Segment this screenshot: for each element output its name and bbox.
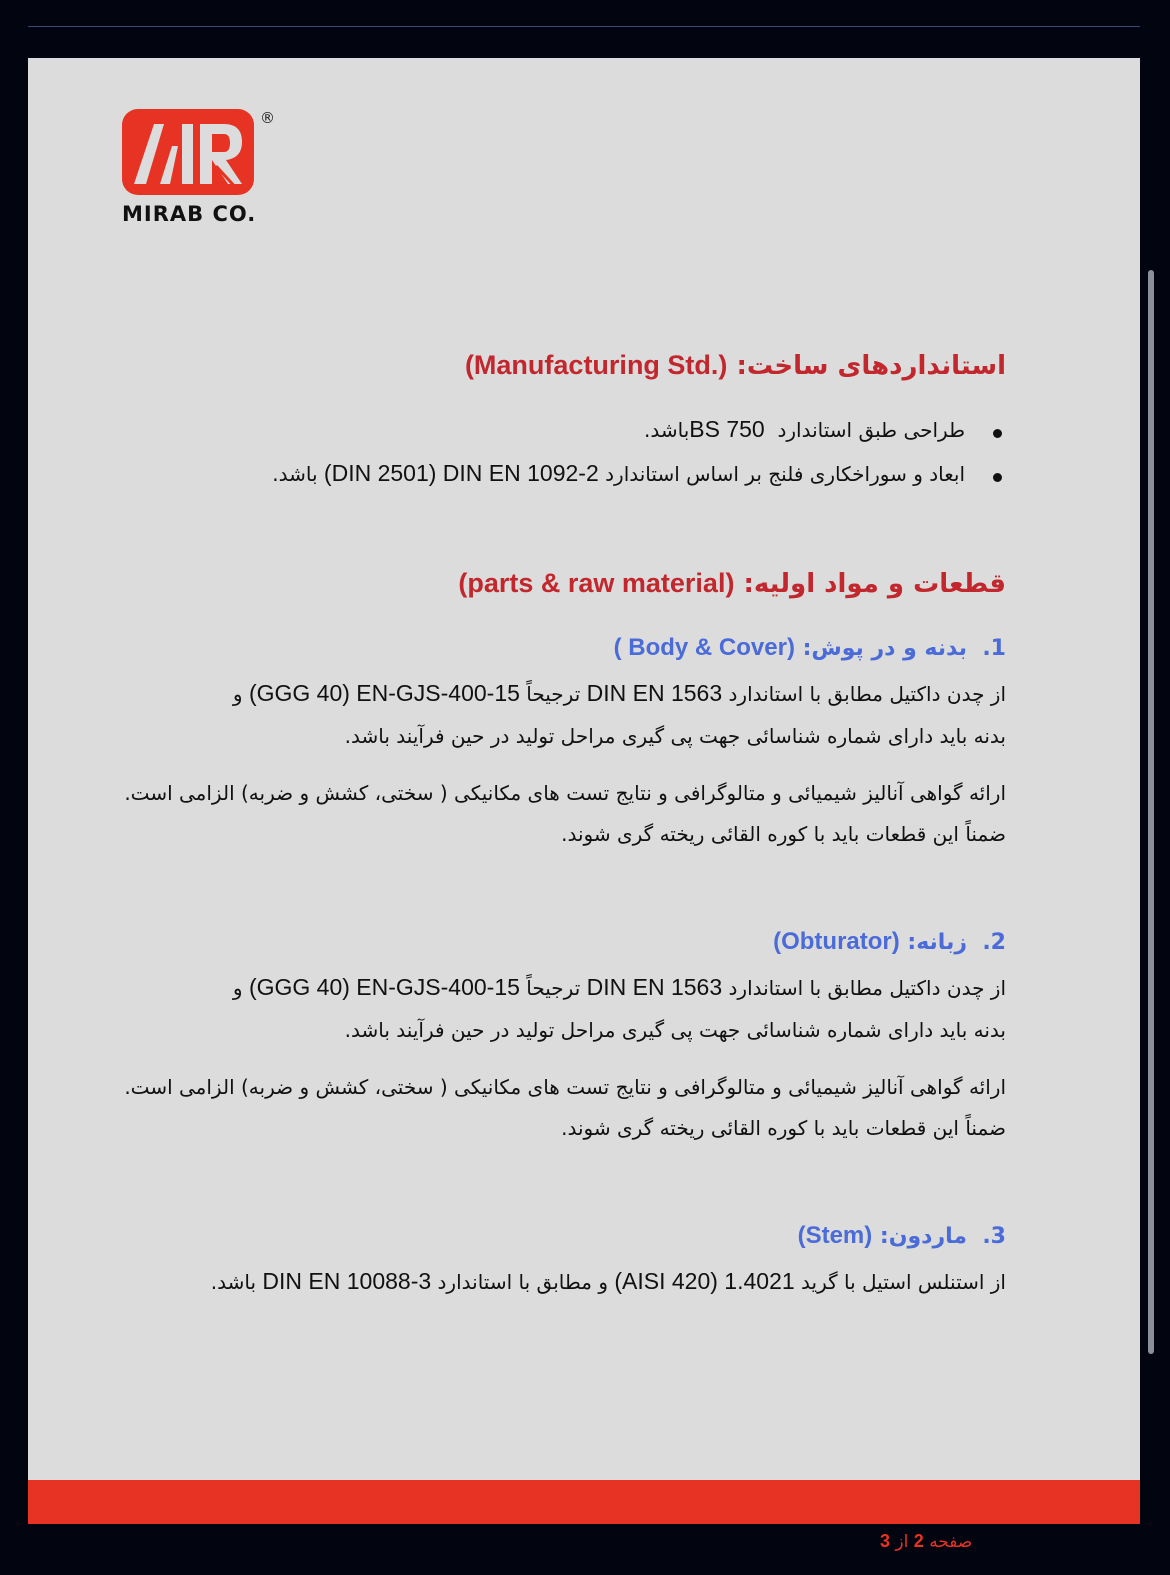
parts-heading-fa: قطعات و مواد اولیه: <box>734 569 1006 599</box>
total-pages-number: 3 <box>880 1531 891 1551</box>
grade-code: (GGG 40) EN-GJS-400-15 <box>248 974 520 1000</box>
paragraph-line: بدنه باید دارای شماره شناسائی جهت پی گیری مراحل تولید در حین فرآیند باشد. <box>344 1018 1006 1042</box>
manufacturing-bullet <box>272 460 965 487</box>
standard-code: DIN EN 10088-3 <box>262 1268 432 1294</box>
bullet-dot-icon <box>993 473 1002 482</box>
item-number: .2 <box>982 930 1006 955</box>
paragraph-line: ارائه گواهی آنالیز شیمیائی و متالوگرافی و نتایج تست های مکانیکی ( سختی، کشش و ضربه) الزامی است. <box>124 781 1006 805</box>
page-word: صفحه <box>929 1532 973 1552</box>
item-title-fa: بدنه و در پوش: <box>794 636 967 661</box>
text-run: از چدن داکتیل مطابق با استاندارد <box>722 682 1006 706</box>
text-run: و <box>232 976 249 1000</box>
toolbar-divider <box>28 26 1140 27</box>
parts-heading <box>458 568 1006 599</box>
bullet-standard: BS 750 <box>689 416 772 442</box>
parts-heading-en: (parts & raw material) <box>458 568 735 598</box>
paragraph-line <box>211 1268 1006 1295</box>
paragraph-line <box>233 974 1006 1001</box>
current-page-number: 2 <box>913 1531 924 1551</box>
manufacturing-heading-en: (Manufacturing Std.) <box>464 350 728 380</box>
of-word: از <box>895 1532 909 1552</box>
document-page <box>28 58 1140 1524</box>
paragraph-line <box>233 680 1006 707</box>
text-run: و مطابق با استاندارد <box>431 1270 615 1294</box>
bullet-text: باشد. <box>643 418 690 442</box>
text-run: از استنلس استیل با گرید <box>794 1270 1006 1294</box>
item-title-fa: زبانه: <box>899 930 967 955</box>
item-number: .1 <box>982 636 1006 661</box>
page-footer-band <box>28 1480 1140 1524</box>
grade-code: (AISI 420) 1.4021 <box>614 1268 795 1294</box>
item-title-en: (Stem) <box>797 1222 873 1249</box>
item-number: .3 <box>982 1224 1006 1249</box>
standard-code: DIN EN 1563 <box>586 680 723 706</box>
manufacturing-bullet <box>644 416 965 443</box>
item-heading-body-cover <box>614 634 1006 662</box>
paragraph-line: ضمناً این قطعات باید با کوره القائی ریخته گری شوند. <box>561 1116 1006 1140</box>
bullet-text: ابعاد و سوراخکاری فلنج بر اساس استاندارد <box>598 462 965 486</box>
manufacturing-heading <box>465 350 1006 381</box>
vertical-scrollbar[interactable] <box>1148 270 1154 1354</box>
item-title-en: ( Body & Cover) <box>613 634 795 661</box>
manufacturing-heading-fa: استانداردهای ساخت: <box>727 351 1006 381</box>
text-run: ترجیحاً <box>519 976 587 1000</box>
text-run: و <box>232 682 249 706</box>
item-heading-stem <box>798 1222 1006 1250</box>
standard-code: DIN EN 1563 <box>586 974 723 1000</box>
item-title-fa: ماردون: <box>872 1224 967 1249</box>
item-heading-obturator <box>773 928 1006 956</box>
bullet-text: باشد. <box>272 462 324 486</box>
text-run: باشد. <box>210 1270 263 1294</box>
paragraph-line: ارائه گواهی آنالیز شیمیائی و متالوگرافی و نتایج تست های مکانیکی ( سختی، کشش و ضربه) الزامی است. <box>124 1075 1006 1099</box>
company-name: MIRAB CO. <box>122 202 257 226</box>
bullet-text: طراحی طبق استاندارد <box>771 418 965 442</box>
page-indicator <box>880 1531 972 1552</box>
item-title-en: (Obturator) <box>773 928 900 955</box>
paragraph-line: ضمناً این قطعات باید با کوره القائی ریخته گری شوند. <box>561 822 1006 846</box>
grade-code: (GGG 40) EN-GJS-400-15 <box>248 680 520 706</box>
registered-mark: ® <box>260 109 275 127</box>
text-run: ترجیحاً <box>519 682 587 706</box>
bullet-standard: (DIN 2501) DIN EN 1092-2 <box>323 460 599 486</box>
bullet-dot-icon <box>993 429 1002 438</box>
paragraph-line: بدنه باید دارای شماره شناسائی جهت پی گیری مراحل تولید در حین فرآیند باشد. <box>344 724 1006 748</box>
text-run: از چدن داکتیل مطابق با استاندارد <box>722 976 1006 1000</box>
